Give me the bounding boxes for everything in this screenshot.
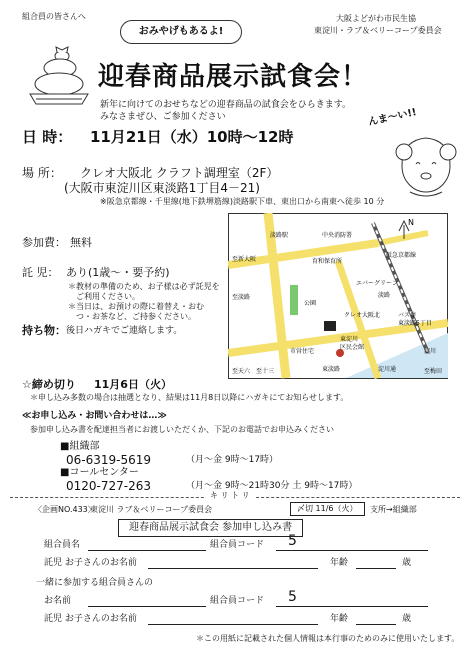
- map-railway: 阪急京都線: [386, 252, 417, 259]
- map-to-tenroku: 至天六: [232, 368, 251, 375]
- childcare-note-3: ＊当日は、お預けの際に着替え・おむ: [68, 302, 204, 311]
- slip-deadline-box: 〆切 11/6（火）: [290, 502, 365, 516]
- childcare-value: あり(1歳〜・要予約): [66, 266, 170, 279]
- map-to-umeda: 至梅田: [424, 368, 443, 375]
- years-label: 歳: [402, 558, 412, 568]
- mascot-girl-icon: [390, 124, 460, 204]
- member-code-label: 組合員コード: [210, 540, 265, 550]
- datetime-label: 日 時：: [22, 128, 73, 146]
- map-kumin-center2: 区民会館: [340, 344, 365, 351]
- childcare-name2-field[interactable]: [148, 624, 318, 625]
- map-ever-green: エバーグリーン: [356, 280, 398, 287]
- map-bus-stop1: バス停: [398, 312, 417, 319]
- kagami-mochi-icon: [24, 44, 94, 110]
- inquiry-instruction: 参加申し込み書を配達担当者にお渡しいただくか、下記のお電話でお申込みください: [30, 425, 334, 434]
- childcare-note-2: ご利用ください。: [76, 292, 140, 301]
- map-awaji-area: 淡路: [378, 292, 391, 299]
- org-name-line1: 大阪よどがわ市民生協: [336, 14, 416, 23]
- intro-line2: みなさまぜひ、ご参加ください: [100, 112, 226, 122]
- childcare-name-field[interactable]: [148, 568, 318, 569]
- fee-value: 無料: [70, 236, 92, 249]
- deadline-label: ☆締め切り: [22, 378, 76, 391]
- deadline-note: ＊申し込み多数の場合は抽選となり、結果は11月8日以降にハガキにてお知らせします。: [30, 393, 349, 402]
- inquiry-call-label: ■コールセンター: [60, 467, 139, 478]
- map-east-awaji: 東淡路: [322, 366, 341, 373]
- inquiry-call-hours: （月〜金 9時〜21時30分 土 9時〜17時）: [186, 481, 358, 491]
- map-fire-station: 中央消防署: [322, 232, 353, 239]
- childcare-note-1: ＊教材の準備のため、お子様は必ず託児を: [68, 282, 220, 291]
- map-kumin-center1: 東淀川: [340, 336, 359, 343]
- intro-line1: 新年に向けてのおせちなどの迎春商品の試食会をひらきます。: [100, 100, 352, 110]
- childcare-label: 託 児：: [22, 266, 59, 279]
- datetime-value: 11月21日（水）10時〜12時: [90, 128, 294, 146]
- venue-access: ※阪急京都線・千里線(地下鉄堺筋線)淡路駅下車、東出口から南東へ徒歩 10 分: [100, 197, 385, 206]
- age-label: 年齢: [330, 558, 349, 568]
- inquiry-org-hours: （月〜金 9時〜17時）: [186, 455, 279, 465]
- age-field[interactable]: [356, 568, 396, 569]
- access-map: [228, 213, 448, 379]
- childcare-name2-label: 託児 お子さんのお名前: [44, 614, 137, 624]
- companion-code-label: 組合員コード: [210, 596, 265, 606]
- map-bus-stop2: 東淡路5丁目: [398, 320, 432, 327]
- inquiry-call-number[interactable]: 0120-727-263: [66, 479, 152, 493]
- map-yodogawa-dori: 淀川通: [378, 366, 397, 373]
- form-title: 迎春商品展示試食会 参加申し込み書: [118, 519, 303, 537]
- childcare-note-4: つ・お茶など、ご持参ください。: [76, 312, 196, 321]
- fee-label: 参加費：: [22, 236, 66, 249]
- mascot-speech: んま〜い!!: [367, 107, 418, 128]
- bring-label: 持ち物：: [22, 324, 66, 337]
- member-code-field[interactable]: [276, 550, 428, 551]
- childcare-name-label: 託児 お子さんのお名前: [44, 558, 137, 568]
- map-nursery: 育和保育所: [312, 258, 343, 265]
- venue-name: クレオ大阪北 クラフト調理室（2F）: [80, 166, 279, 180]
- companion-code-field[interactable]: [276, 606, 428, 607]
- companion-heading: 一緒に参加する組合員さんの: [36, 578, 154, 588]
- map-to-awaji: 至淡路: [232, 294, 251, 301]
- slip-committee: 東淀川 ラブ＆ベリーコープ委員会: [90, 505, 213, 514]
- plan-number: 〈企画NO.433〉: [34, 505, 96, 514]
- companion-name-label: お名前: [44, 596, 72, 606]
- inquiry-org-number[interactable]: 06-6319-5619: [66, 453, 152, 467]
- slip-route: 支所→組織部: [370, 505, 417, 514]
- age2-label: 年齢: [330, 614, 349, 624]
- map-to-juso: 至十三: [256, 368, 275, 375]
- map-north: N: [408, 218, 414, 227]
- venue-label: 場 所：: [22, 166, 62, 180]
- companion-code-prefix: 5: [288, 589, 297, 605]
- bring-value: 後日ハガキでご連絡します。: [66, 326, 183, 336]
- map-creo: クレオ大阪北: [344, 312, 381, 319]
- deadline-value: 11月6日（火）: [94, 378, 172, 391]
- age2-field[interactable]: [356, 624, 396, 625]
- inquiry-org-label: ■組織部: [60, 441, 100, 452]
- member-name-field[interactable]: [88, 550, 206, 551]
- souvenir-bubble: [120, 20, 242, 44]
- map-to-shinosaka: 至新大阪: [232, 256, 257, 263]
- org-name-line2: 東淀川・ラブ＆ベリーコープ委員会: [314, 26, 442, 35]
- cut-line-label: キ リ ト リ: [206, 491, 254, 501]
- venue-address: (大阪市東淀川区東淡路1丁目4－21): [64, 181, 260, 195]
- page-title: 迎春商品展示試食会！: [98, 62, 369, 92]
- map-park: 公園: [304, 300, 317, 307]
- map-yodogawa: 淀川: [424, 348, 437, 355]
- to-members-text: 組合員の皆さんへ: [22, 12, 86, 21]
- member-name-label: 組合員名: [44, 540, 81, 550]
- years2-label: 歳: [402, 614, 412, 624]
- map-city-housing: 市営住宅: [290, 348, 315, 355]
- souvenir-text: おみやげもあるよ!: [138, 26, 224, 37]
- companion-name-field[interactable]: [88, 606, 206, 607]
- map-awaji-station: 淡路駅: [270, 232, 289, 239]
- inquiry-title: ≪お申し込み・お問い合わせは…≫: [22, 411, 167, 421]
- privacy-note: ＊この用紙に記載された個人情報は本行事のためのみに使用いたします。: [196, 634, 460, 643]
- member-code-prefix: 5: [288, 533, 297, 549]
